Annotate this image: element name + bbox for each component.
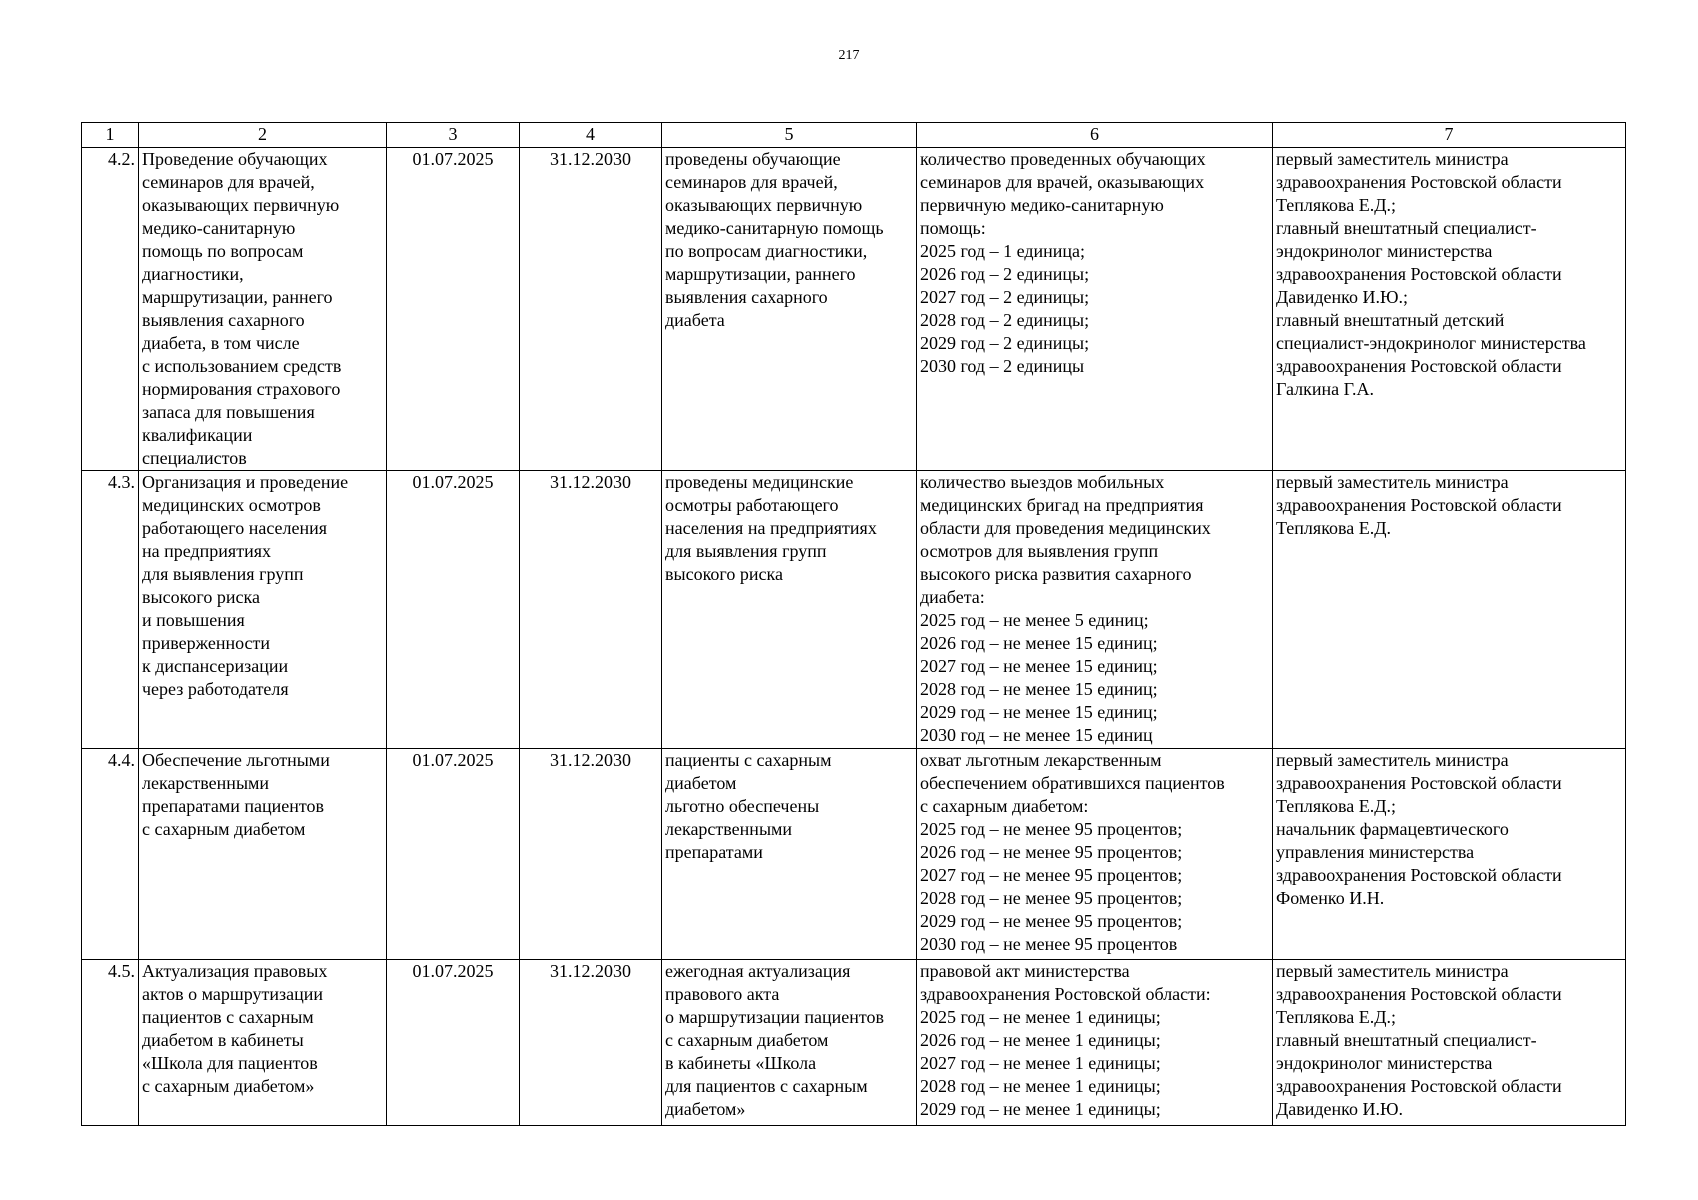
indicator-line: 2026 год – не менее 95 процентов;	[920, 842, 1183, 862]
page-number: 217	[838, 48, 860, 63]
expected-result-line: семинаров для врачей,	[665, 172, 838, 192]
responsible-person-cell	[1273, 148, 1626, 471]
indicator-line: 2026 год – не менее 15 единиц;	[920, 633, 1158, 653]
measure-name-line: Обеспечение льготными	[142, 750, 330, 770]
expected-result-line: препаратами	[665, 842, 763, 862]
start-date-cell: 01.07.2025	[387, 148, 520, 471]
measure-name-line: приверженности	[142, 633, 271, 653]
indicator-line: 2025 год – не менее 95 процентов;	[920, 819, 1183, 839]
indicator-line: 2025 год – не менее 5 единиц;	[920, 610, 1149, 630]
expected-result-line: ежегодная актуализация	[665, 961, 851, 981]
start-date-cell: 01.07.2025	[387, 471, 520, 749]
responsible-person-line: здравоохранения Ростовской области	[1276, 984, 1562, 1004]
indicator-line: обеспечением обратившихся пациентов	[920, 773, 1225, 793]
expected-result-line: медико-санитарную помощь	[665, 218, 884, 238]
indicator-line: охват льготным лекарственным	[920, 750, 1162, 770]
column-header: 4	[520, 123, 662, 148]
row-number-cell: 4.2.	[82, 148, 139, 471]
measure-name-line: семинаров для врачей,	[142, 172, 315, 192]
measure-name-line: «Школа для пациентов	[142, 1053, 318, 1073]
expected-result-line: проведены медицинские	[665, 472, 854, 492]
responsible-person-line: здравоохранения Ростовской области	[1276, 1076, 1562, 1096]
expected-result-cell	[662, 749, 917, 960]
responsible-person-line: главный внештатный специалист-	[1276, 218, 1537, 238]
expected-result-line: населения на предприятиях	[665, 518, 877, 538]
measure-name-line: с сахарным диабетом	[142, 819, 306, 839]
measure-name-line: оказывающих первичную	[142, 195, 340, 215]
indicator-line: медицинских бригад на предприятия	[920, 495, 1204, 515]
responsible-person-line: управления министерства	[1276, 842, 1475, 862]
expected-result-line: диабета	[665, 310, 725, 330]
expected-result-cell	[662, 148, 917, 471]
expected-result-line: выявления сахарного	[665, 287, 828, 307]
measure-name-line: через работодателя	[142, 679, 289, 699]
indicator-line: 2026 год – не менее 1 единицы;	[920, 1030, 1161, 1050]
indicator-line: 2029 год – 2 единицы;	[920, 333, 1090, 353]
measure-name-cell	[139, 749, 387, 960]
measure-name-cell	[139, 148, 387, 471]
responsible-person-line: Теплякова Е.Д.;	[1276, 1007, 1397, 1027]
measure-name-line: Проведение обучающих	[142, 149, 328, 169]
expected-result-line: диабетом	[665, 773, 737, 793]
row-number-cell: 4.4.	[82, 749, 139, 960]
expected-result-line: маршрутизации, раннего	[665, 264, 856, 284]
indicator-line: 2025 год – не менее 1 единицы;	[920, 1007, 1161, 1027]
indicator-line: 2027 год – не менее 95 процентов;	[920, 865, 1183, 885]
column-header: 2	[139, 123, 387, 148]
measure-name-line: специалистов	[142, 448, 247, 468]
indicator-line: 2028 год – не менее 1 единицы;	[920, 1076, 1161, 1096]
responsible-person-line: здравоохранения Ростовской области	[1276, 264, 1562, 284]
indicator-line: здравоохранения Ростовской области:	[920, 984, 1211, 1004]
indicator-cell	[917, 960, 1273, 1126]
responsible-person-cell	[1273, 749, 1626, 960]
table-row	[82, 471, 1626, 749]
indicator-line: 2030 год – не менее 95 процентов	[920, 934, 1178, 954]
expected-result-line: правового акта	[665, 984, 780, 1004]
indicator-line: правовой акт министерства	[920, 961, 1130, 981]
measure-name-line: запаса для повышения	[142, 402, 315, 422]
measure-name-line: работающего населения	[142, 518, 328, 538]
measure-name-line: диагностики,	[142, 264, 244, 284]
indicator-line: 2027 год – 2 единицы;	[920, 287, 1090, 307]
measure-name-line: к диспансеризации	[142, 656, 289, 676]
responsible-person-line: первый заместитель министра	[1276, 961, 1509, 981]
measure-name-line: диабетом в кабинеты	[142, 1030, 304, 1050]
measure-name-line: выявления сахарного	[142, 310, 305, 330]
indicator-line: с сахарным диабетом:	[920, 796, 1089, 816]
measure-name-line: квалификации	[142, 425, 253, 445]
indicator-line: 2029 год – не менее 1 единицы;	[920, 1099, 1161, 1119]
row-number-cell: 4.3.	[82, 471, 139, 749]
indicator-line: первичную медико-санитарную	[920, 195, 1164, 215]
responsible-person-line: Теплякова Е.Д.;	[1276, 195, 1397, 215]
measure-name-line: и повышения	[142, 610, 245, 630]
table-row	[82, 749, 1626, 960]
expected-result-line: осмотры работающего	[665, 495, 839, 515]
table-row	[82, 148, 1626, 471]
indicator-line: количество выездов мобильных	[920, 472, 1165, 492]
column-number-row	[82, 123, 1626, 148]
end-date-cell: 31.12.2030	[520, 471, 662, 749]
measure-name-line: лекарственными	[142, 773, 270, 793]
indicator-line: осмотров для выявления групп	[920, 541, 1159, 561]
expected-result-line: высокого риска	[665, 564, 783, 584]
expected-result-line: оказывающих первичную	[665, 195, 863, 215]
responsible-person-line: здравоохранения Ростовской области	[1276, 495, 1562, 515]
expected-result-line: для выявления групп	[665, 541, 827, 561]
expected-result-line: пациенты с сахарным	[665, 750, 832, 770]
measure-name-line: медико-санитарную	[142, 218, 296, 238]
end-date-cell: 31.12.2030	[520, 749, 662, 960]
responsible-person-line: начальник фармацевтического	[1276, 819, 1509, 839]
responsible-person-line: главный внештатный специалист-	[1276, 1030, 1537, 1050]
expected-result-line: лекарственными	[665, 819, 793, 839]
responsible-person-line: первый заместитель министра	[1276, 750, 1509, 770]
measure-name-line: маршрутизации, раннего	[142, 287, 333, 307]
measure-name-line: для выявления групп	[142, 564, 304, 584]
expected-result-line: о маршрутизации пациентов	[665, 1007, 885, 1027]
expected-result-line: по вопросам диагностики,	[665, 241, 868, 261]
column-header: 3	[387, 123, 520, 148]
indicator-line: помощь:	[920, 218, 986, 238]
responsible-person-line: эндокринолог министерства	[1276, 1053, 1493, 1073]
indicator-cell	[917, 148, 1273, 471]
responsible-person-cell	[1273, 960, 1626, 1126]
measure-name-line: на предприятиях	[142, 541, 271, 561]
measure-name-line: медицинских осмотров	[142, 495, 321, 515]
table-row	[82, 960, 1626, 1126]
indicator-line: количество проведенных обучающих	[920, 149, 1206, 169]
measure-name-line: высокого риска	[142, 587, 260, 607]
indicator-line: 2030 год – не менее 15 единиц	[920, 725, 1153, 745]
responsible-person-line: главный внештатный детский	[1276, 310, 1505, 330]
responsible-person-cell	[1273, 471, 1626, 749]
column-header: 7	[1273, 123, 1626, 148]
responsible-person-line: Теплякова Е.Д.	[1276, 518, 1392, 538]
measure-name-line: нормирования страхового	[142, 379, 341, 399]
responsible-person-line: первый заместитель министра	[1276, 472, 1509, 492]
indicator-line: диабета:	[920, 587, 985, 607]
expected-result-line: льготно обеспечены	[665, 796, 820, 816]
measures-table	[81, 122, 1626, 1126]
expected-result-line: диабетом»	[665, 1099, 746, 1119]
start-date-cell: 01.07.2025	[387, 749, 520, 960]
indicator-cell	[917, 749, 1273, 960]
measure-name-line: актов о маршрутизации	[142, 984, 324, 1004]
expected-result-line: проведены обучающие	[665, 149, 841, 169]
row-number-cell: 4.5.	[82, 960, 139, 1126]
indicator-line: 2030 год – 2 единицы	[920, 356, 1085, 376]
measure-name-line: пациентов с сахарным	[142, 1007, 314, 1027]
responsible-person-line: здравоохранения Ростовской области	[1276, 865, 1562, 885]
indicator-line: 2029 год – не менее 95 процентов;	[920, 911, 1183, 931]
responsible-person-line: Давиденко И.Ю.	[1276, 1099, 1404, 1119]
start-date-cell: 01.07.2025	[387, 960, 520, 1126]
indicator-line: семинаров для врачей, оказывающих	[920, 172, 1205, 192]
indicator-line: 2025 год – 1 единица;	[920, 241, 1086, 261]
measure-name-line: диабета, в том числе	[142, 333, 300, 353]
responsible-person-line: первый заместитель министра	[1276, 149, 1509, 169]
expected-result-cell	[662, 471, 917, 749]
column-header: 1	[82, 123, 139, 148]
responsible-person-line: Давиденко И.Ю.;	[1276, 287, 1409, 307]
expected-result-cell	[662, 960, 917, 1126]
expected-result-line: для пациентов с сахарным	[665, 1076, 868, 1096]
indicator-line: 2027 год – не менее 15 единиц;	[920, 656, 1158, 676]
responsible-person-line: здравоохранения Ростовской области	[1276, 773, 1562, 793]
end-date-cell: 31.12.2030	[520, 148, 662, 471]
indicator-line: 2028 год – не менее 95 процентов;	[920, 888, 1183, 908]
indicator-line: 2027 год – не менее 1 единицы;	[920, 1053, 1161, 1073]
indicator-line: 2026 год – 2 единицы;	[920, 264, 1090, 284]
indicator-line: высокого риска развития сахарного	[920, 564, 1192, 584]
responsible-person-line: эндокринолог министерства	[1276, 241, 1493, 261]
responsible-person-line: Галкина Г.А.	[1276, 379, 1374, 399]
indicator-line: 2029 год – не менее 15 единиц;	[920, 702, 1158, 722]
expected-result-line: в кабинеты «Школа	[665, 1053, 817, 1073]
responsible-person-line: здравоохранения Ростовской области	[1276, 172, 1562, 192]
indicator-line: 2028 год – не менее 15 единиц;	[920, 679, 1158, 699]
measure-name-line: с сахарным диабетом»	[142, 1076, 315, 1096]
expected-result-line: с сахарным диабетом	[665, 1030, 829, 1050]
indicator-line: 2028 год – 2 единицы;	[920, 310, 1090, 330]
responsible-person-line: Фоменко И.Н.	[1276, 888, 1385, 908]
column-header: 6	[917, 123, 1273, 148]
measure-name-line: Организация и проведение	[142, 472, 349, 492]
measure-name-cell	[139, 471, 387, 749]
measure-name-line: препаратами пациентов	[142, 796, 325, 816]
measure-name-line: Актуализация правовых	[142, 961, 328, 981]
end-date-cell: 31.12.2030	[520, 960, 662, 1126]
responsible-person-line: Теплякова Е.Д.;	[1276, 796, 1397, 816]
measure-name-line: с использованием средств	[142, 356, 342, 376]
responsible-person-line: здравоохранения Ростовской области	[1276, 356, 1562, 376]
responsible-person-line: специалист-эндокринолог министерства	[1276, 333, 1586, 353]
indicator-line: области для проведения медицинских	[920, 518, 1211, 538]
column-header: 5	[662, 123, 917, 148]
measure-name-line: помощь по вопросам	[142, 241, 304, 261]
measure-name-cell	[139, 960, 387, 1126]
indicator-cell	[917, 471, 1273, 749]
